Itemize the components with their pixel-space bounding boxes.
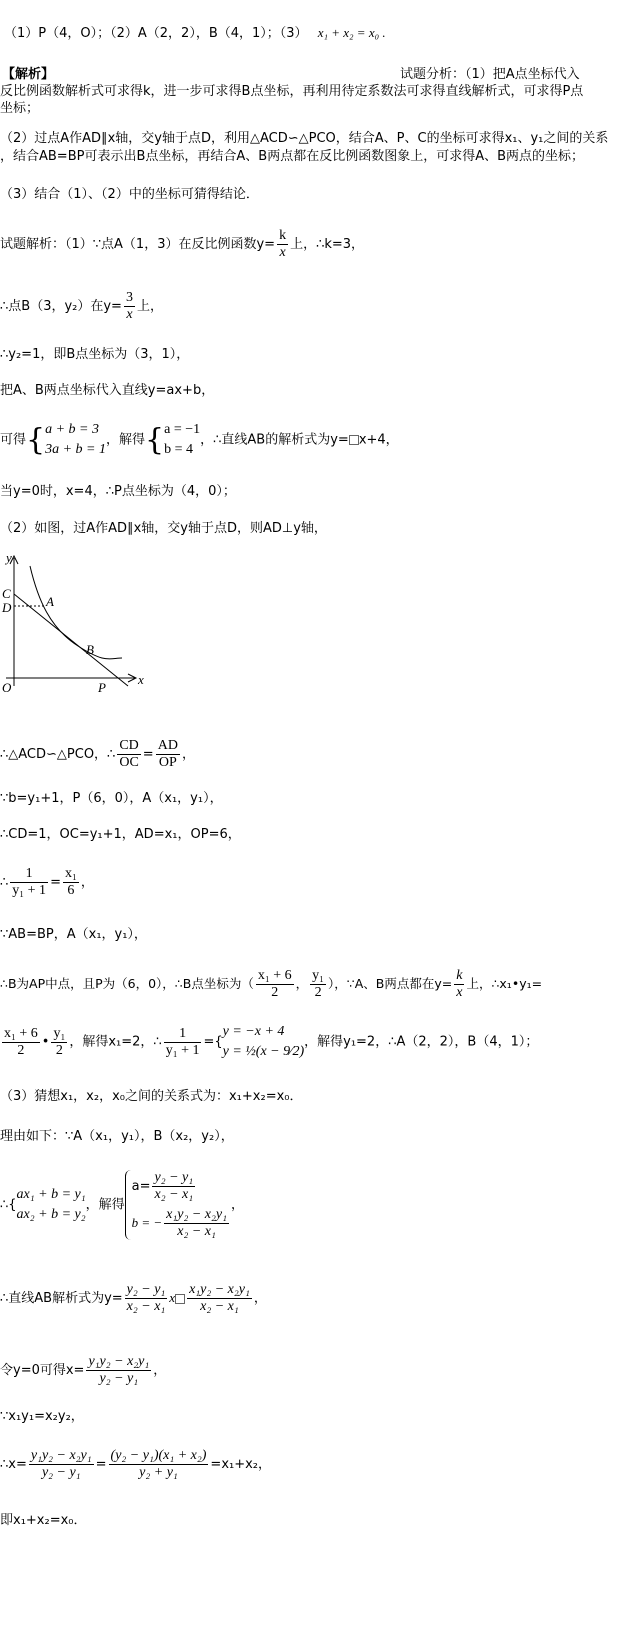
label: a= [131,1179,151,1194]
fraction [109,1448,209,1481]
fraction [164,1207,229,1240]
equation-system [45,420,106,460]
equation: y = −x + 4 [222,1024,285,1039]
solution-line-5 [0,420,399,460]
solution-line-1 [0,228,364,261]
denominator: x₂ − x₁ [177,1224,216,1239]
analysis-line-4: ，结合AB=BP可表示出B点坐标，再结合A、B两点都在反比例函数图象上，可求得A、B两点的坐标； [0,149,585,164]
label-b: B [86,642,94,657]
brace: { [26,422,46,458]
numerator: y₁ [312,968,325,983]
fraction [2,1026,40,1059]
numerator: x₁y₂ − x₂y₁ [189,1282,250,1297]
text: 试题解析：（1）∵点A（1，3）在反比例函数y= [0,237,276,252]
solution-line-15: （3）猜想x₁，x₂，x₀之间的关系式为：x₁+x₂=x₀． [0,1089,303,1104]
text: ，解得y₁=2，∴A（2，2），B（4，1）； [304,1034,539,1050]
numerator: y₁y₂ − x₂y₁ [88,1354,150,1369]
fraction-3-over-x [124,290,135,323]
label-y: y [6,550,12,565]
denominator: x [126,307,133,322]
text: ∴B为AP中点，且P为（6，0），∴B点坐标为（ [0,976,254,991]
denominator: x [279,245,286,260]
text: 令y=0可得x= [0,1363,85,1378]
equation: ax₂ + b = y₂ [16,1207,86,1222]
numerator: y₂ − y₁ [154,1170,194,1185]
equation: b = 4 [164,442,194,457]
placeholder-box-icon [175,1294,185,1304]
text: ∴△ACD∽△PCO，∴ [0,747,116,762]
numerator: (y₂ − y₁)(x₁ + x₂) [110,1448,207,1463]
solution-line-4: 把A、B两点坐标代入直线y=ax+b， [0,383,215,398]
text: x+4， [358,432,399,448]
fraction [152,1170,195,1203]
denominator: OC [119,755,139,770]
equation: 3a + b = 1 [45,442,107,457]
fraction [454,968,464,1001]
function-graph-figure [0,550,150,700]
solution-line-8 [0,738,195,771]
text: ， [153,1363,167,1378]
fraction [310,968,326,1001]
solution-line-10: ∴CD=1，OC=y₁+1，AD=x₁，OP=6， [0,827,241,842]
fraction [256,968,294,1001]
denominator: 2 [271,985,279,1000]
line-ab [14,594,128,686]
equals: = [50,875,61,890]
denominator: y₁ + 1 [165,1042,200,1058]
solution-system [164,420,200,460]
denominator: 6 [67,883,75,898]
solution-line-9: ∵b=y₁+1，P（6，0），A（x₁，y₁）， [0,791,223,806]
label-p: P [98,680,106,695]
equation-system [223,1022,304,1062]
solution-line-16: 理由如下：∵A（x₁，y₁），B（x₂，y₂）， [0,1129,234,1144]
text: ={ [203,1034,223,1050]
dot: • [41,1034,50,1050]
text: ，解得x₁=2，∴ [69,1034,162,1050]
text: ∴x= [0,1457,27,1472]
numerator: x₁ + 6 [4,1025,38,1041]
equation: a + b = 3 [45,422,100,437]
denominator: y₂ − y₁ [41,1465,81,1480]
numerator: y₁y₂ − x₂y₁ [30,1448,92,1463]
fraction [164,1026,202,1059]
denominator: y₂ − y₁ [99,1371,139,1386]
numerator: x₁ + 6 [257,968,292,983]
numerator: 1 [10,866,48,883]
solution-line-18 [0,1282,267,1315]
solution-line-13: ∴B为AP中点，且P为（6，0），∴B点坐标为（ $\frac{\text{x₁ + 6}}{2}$ ， $\frac{\text{y₁}}{2}$ ），∵A、B两点都在y= $\frac{k}{x}$ 上，∴x₁•y₁= [0,968,543,1000]
solution-line-12: ∵AB=BP，A（x₁，y₁）， [0,927,147,942]
denominator: OP [158,755,177,770]
brace: { [145,422,165,458]
analysis-label: 【解析】 [2,67,55,82]
label-a: A [46,594,54,609]
equation: y = ½(x − 9⁄2) [222,1044,305,1059]
numerator: x₁ [64,866,77,881]
text: ∴ [0,875,9,890]
text: ， [80,875,94,890]
equation: a = −1 [164,422,201,437]
answer-line [4,24,386,42]
numerator: k [279,228,287,243]
label-x: x [138,672,144,687]
solution-line-11 [0,866,94,899]
text: ，解得 [85,1197,125,1213]
placeholder-box-icon [349,435,359,445]
denominator: x [456,985,463,1000]
analysis-line-2: 坐标； [0,101,40,116]
label-c: C [2,586,11,601]
equals: = [142,747,154,762]
fraction [187,1282,252,1315]
text: ∴直线AB解析式为y= [0,1291,123,1306]
solution-line-19 [0,1354,166,1387]
text: ，∴直线AB的解析式为y= [200,432,349,448]
solution-line-17 [0,1170,244,1240]
analysis-head: 试题分析：（1）把A点坐标代入 [400,67,580,82]
label: b = − [131,1215,163,1230]
equals: = [95,1457,107,1472]
numerator: y₂ − y₁ [126,1282,166,1297]
text: ， [181,747,195,762]
denominator: x₂ − x₁ [154,1187,194,1202]
solution-line-3: ∴y₂=1，即B点坐标为（3，1）， [0,347,190,362]
numerator: CD [119,738,139,753]
denominator: x₂ − x₁ [200,1299,239,1314]
numerator: k [456,968,463,983]
analysis-line-5: （3）结合（1）、（2）中的坐标可猜得结论． [0,187,259,202]
answer-formula: x₁ + x₂ = x₀ . [317,25,386,40]
fraction [156,738,180,771]
denominator: 2 [314,985,322,1000]
text: 上，∴k=3， [290,237,365,252]
denominator: y₂ + y₁ [139,1465,178,1480]
text: 上， [136,299,163,314]
denominator: y₁ + 1 [12,883,47,898]
text: ， [253,1291,267,1306]
fraction [125,1282,168,1315]
x: x [169,1290,176,1305]
text: ，解得 [106,432,146,448]
solution-line-20: ∵x₁y₁=x₂y₂， [0,1409,84,1424]
solution-line-14 [0,1022,538,1062]
text: ， [230,1197,244,1213]
text: ∴{ [0,1197,17,1213]
fraction [10,866,48,899]
label-o: O [2,680,12,695]
denominator: 2 [55,1042,63,1058]
solution-line-21 [0,1448,271,1481]
answer-text: （1）P（4，O）；（2）A（2，2），B（4，1）；（3） [4,26,308,41]
text: 上，∴x₁•y₁= [466,976,543,991]
equation: ax₁ + b = y₁ [16,1187,86,1202]
fraction-k-over-x [277,228,288,261]
numerator: AD [157,738,178,753]
fraction [86,1354,151,1387]
text: =x₁+x₂， [210,1457,272,1472]
text: 可得 [0,432,27,448]
solution-line-7: （2）如图，过A作AD∥x轴，交y轴于点D，则AD⊥y轴， [0,521,327,536]
denominator: x₂ − x₁ [126,1299,166,1314]
fraction [63,866,79,899]
analysis-line-3: （2）过点A作AD∥x轴，交y轴于点D，利用△ACD∽△PCO，结合A、P、C的坐标可求得x₁、y₁之间的关系 [0,131,609,146]
numerator: 3 [125,290,133,305]
fraction [29,1448,94,1481]
fraction [117,738,140,771]
numerator: 1 [164,1026,202,1043]
equation-system [17,1185,86,1225]
hyperbola-curve [30,566,122,659]
denominator: 2 [17,1042,25,1058]
solution-line-6: 当y=0时，x=4，∴P点坐标为（4，0）； [0,484,236,499]
fraction [51,1026,67,1059]
solution-line-22: 即x₁+x₂=x₀． [0,1513,87,1528]
text: ），∵A、B两点都在y= [328,976,453,991]
text: ∴点B（3，y₂）在y= [0,299,122,314]
solution-line-2 [0,290,163,323]
solution-system [125,1170,231,1240]
analysis-line-1: 反比例函数解析式可求得k，进一步可求得B点坐标，再利用待定系数法可求得直线解析式，可求得P点 [0,84,584,99]
numerator: x₁y₂ − x₂y₁ [166,1207,227,1222]
label-d: D [2,600,12,615]
numerator: y₁ [53,1025,66,1041]
